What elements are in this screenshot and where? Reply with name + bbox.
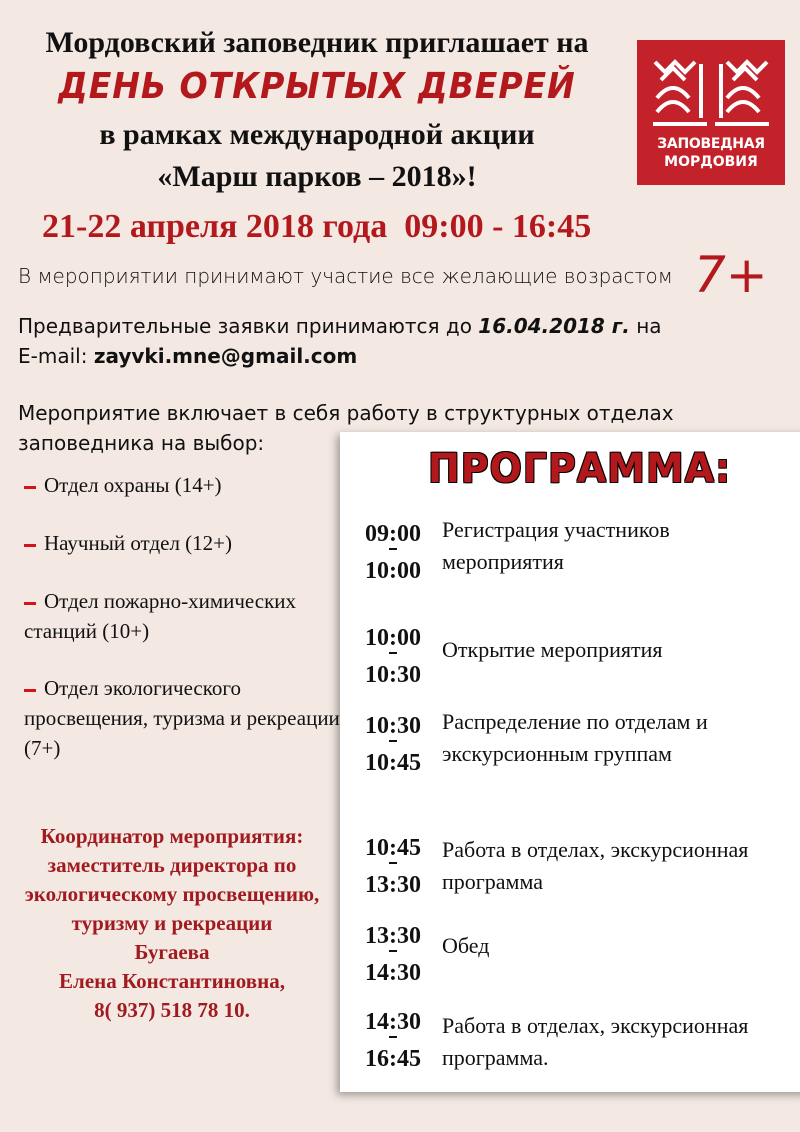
program-time <box>358 830 428 904</box>
email-label: E-mail: <box>18 344 88 368</box>
preregistration-suffix: на <box>636 314 662 338</box>
age-badge: 7+ <box>694 246 768 304</box>
program-item-text: Работа в отделах, экскурсионная программа. <box>442 1013 749 1070</box>
department-item <box>24 470 344 500</box>
program-time <box>358 708 428 782</box>
time-separator <box>389 652 397 654</box>
coordinator-name: Елена Константиновна, <box>59 969 285 993</box>
program-item-text: Распределение по отделам и экскурсионным группам <box>442 709 708 766</box>
time-start: 10:45 <box>365 835 421 861</box>
header-line-3: в рамках международной акции <box>99 118 535 151</box>
bullet-dash-icon <box>24 689 36 692</box>
preregistration-text <box>18 314 662 338</box>
coordinator-role: заместитель директора по экологическому просвещению, туризму и рекреации <box>24 853 320 935</box>
logo-emblem-icon <box>651 58 771 132</box>
bullet-dash-icon <box>24 544 36 547</box>
department-label: Научный отдел (12+) <box>44 531 233 555</box>
time-separator <box>389 862 397 864</box>
header-line-1: Мордовский заповедник приглашает на <box>45 26 589 59</box>
program-time <box>358 918 428 992</box>
time-start: 09:00 <box>365 521 421 547</box>
time-end: 10:45 <box>365 750 421 776</box>
preregistration-date: 16.04.2018 г. <box>478 314 630 338</box>
age-text: В мероприятии принимают участие все желающие возрастом <box>18 264 673 288</box>
program-item-text: Регистрация участников мероприятия <box>442 517 670 574</box>
logo-line-2: МОРДОВИЯ <box>664 154 758 170</box>
coordinator-phone: 8( 937) 518 78 10. <box>94 998 250 1022</box>
time-separator <box>389 740 397 742</box>
program-item-text: Открытие мероприятия <box>442 637 663 662</box>
program-time <box>358 620 428 694</box>
program-item-text: Обед <box>442 933 490 958</box>
department-label: Отдел охраны (14+) <box>44 473 222 497</box>
program-title: ПРОГРАММА: <box>428 446 732 492</box>
department-label: Отдел экологического просвещения, туризма и рекреации (7+) <box>24 676 340 760</box>
email-line <box>18 344 357 368</box>
event-date: 21-22 апреля 2018 года 09:00 - 16:45 <box>42 208 592 245</box>
reserve-logo <box>637 40 785 185</box>
logo-line-1: ЗАПОВЕДНАЯ <box>657 136 765 152</box>
coordinator-title: Координатор мероприятия: <box>40 824 304 848</box>
bullet-dash-icon <box>24 602 36 605</box>
event-title: ДЕНЬ ОТКРЫТЫХ ДВЕРЕЙ <box>58 66 576 107</box>
time-end: 10:00 <box>365 558 421 584</box>
includes-text: Мероприятие включает в себя работу в структурных отделах заповедника на выбор: <box>18 401 674 455</box>
time-start: 14:30 <box>365 1009 421 1035</box>
time-separator <box>389 950 397 952</box>
coordinator-block <box>6 822 338 1025</box>
bullet-dash-icon <box>24 486 36 489</box>
coordinator-surname: Бугаева <box>134 940 210 964</box>
department-item <box>24 586 344 646</box>
header-line-4: «Марш парков – 2018»! <box>157 160 477 193</box>
program-time <box>358 1004 428 1078</box>
department-item <box>24 528 344 558</box>
time-separator <box>389 1036 397 1038</box>
time-separator <box>389 548 397 550</box>
time-start: 10:00 <box>365 625 421 651</box>
preregistration-label: Предварительные заявки принимаются до <box>18 314 472 338</box>
department-item <box>24 673 344 763</box>
email-link[interactable]: zayvki.mne@gmail.com <box>93 344 358 368</box>
time-start: 13:30 <box>365 923 421 949</box>
time-start: 10:30 <box>365 713 421 739</box>
program-item-text: Работа в отделах, экскурсионная программа <box>442 837 749 894</box>
program-time <box>358 516 428 590</box>
time-end: 16:45 <box>365 1046 421 1072</box>
time-end: 10:30 <box>365 662 421 688</box>
time-end: 14:30 <box>365 960 421 986</box>
department-label: Отдел пожарно-химических станций (10+) <box>24 589 297 643</box>
time-end: 13:30 <box>365 872 421 898</box>
